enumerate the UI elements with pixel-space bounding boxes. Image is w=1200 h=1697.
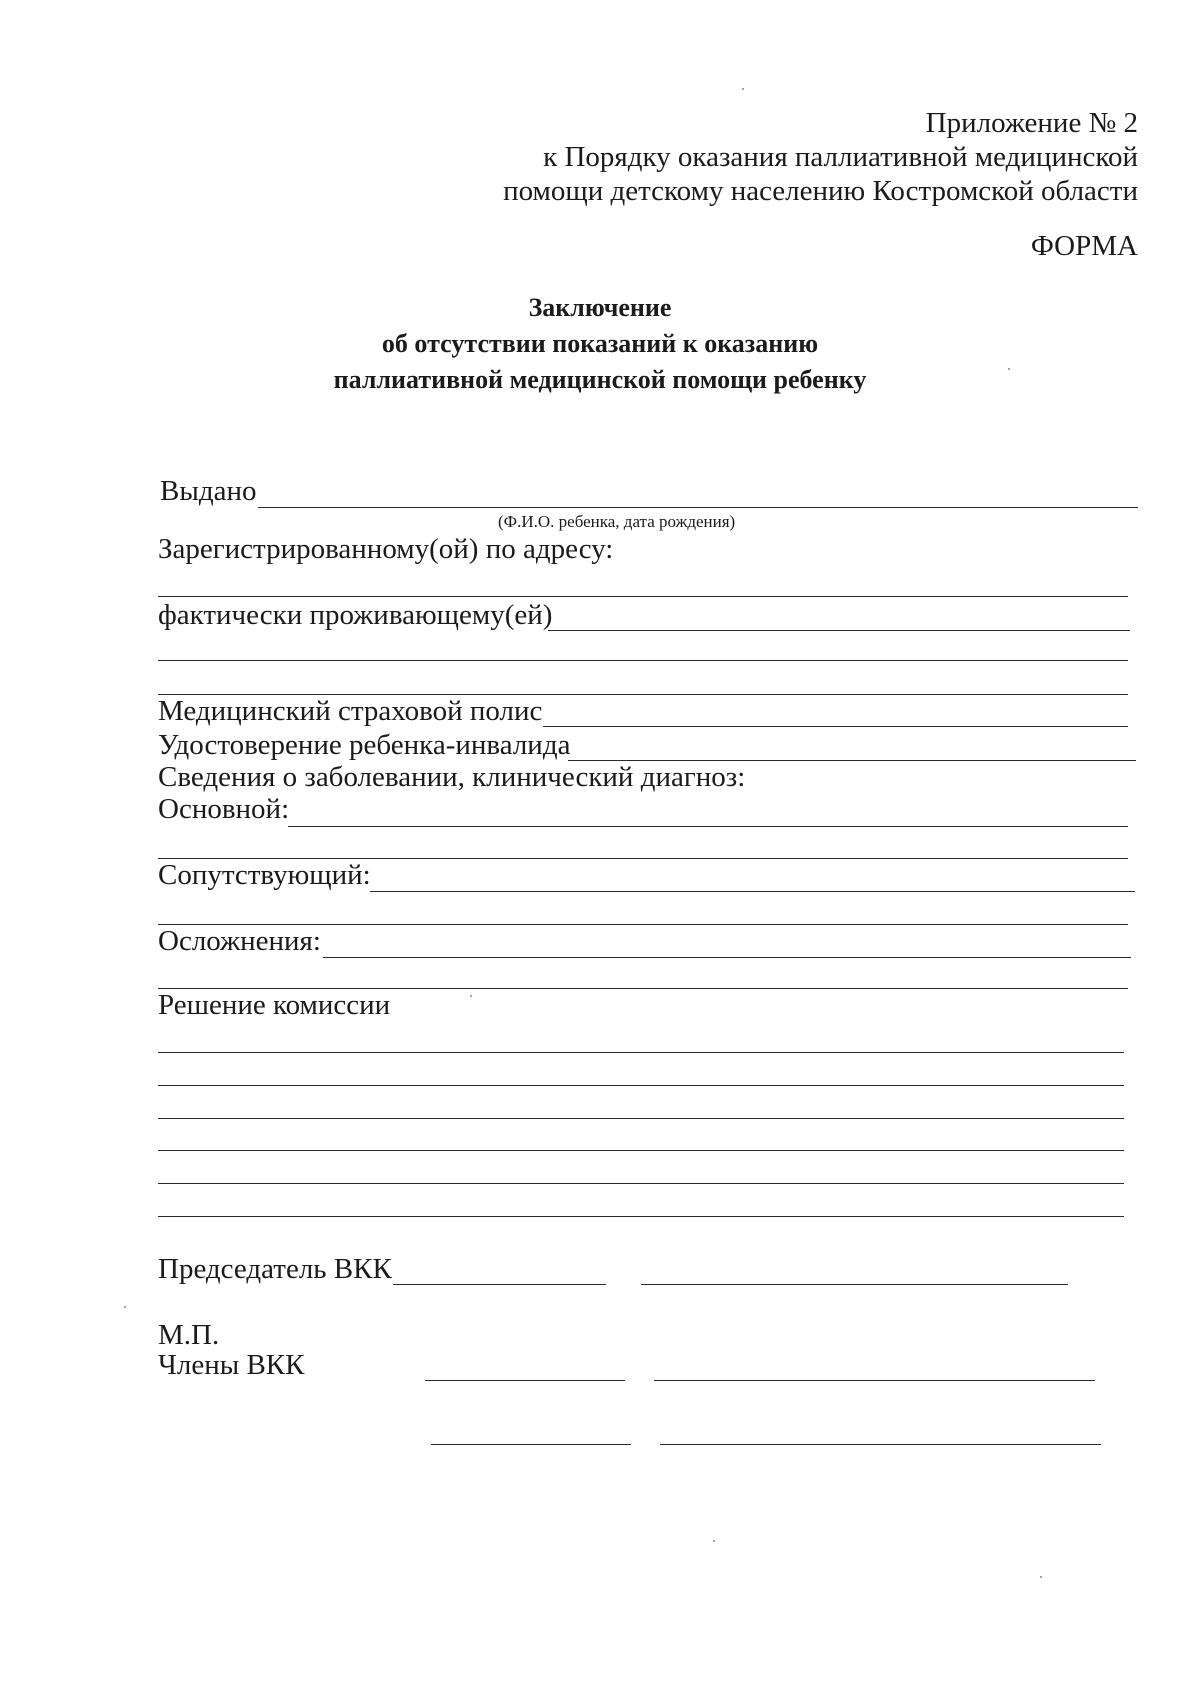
decision-line-6[interactable]	[158, 1216, 1124, 1217]
chairman-name-line[interactable]	[641, 1284, 1068, 1285]
scan-speck	[713, 1540, 715, 1542]
member2-name-line[interactable]	[660, 1444, 1101, 1445]
concomitant-label: Сопутствующий:	[158, 859, 371, 891]
scan-speck	[1008, 368, 1010, 370]
scan-speck	[1040, 1576, 1042, 1578]
appendix-reference-line1: к Порядку оказания паллиативной медицинской	[543, 141, 1138, 173]
concomitant-line-1[interactable]	[370, 891, 1135, 892]
policy-label: Медицинский страховой полис	[158, 695, 543, 727]
scan-speck	[124, 1306, 126, 1308]
appendix-number: Приложение № 2	[925, 107, 1138, 139]
chairman-signature-line[interactable]	[393, 1284, 606, 1285]
stamp-label: М.П.	[158, 1319, 220, 1351]
document-title: Заключение	[528, 293, 672, 322]
chairman-label: Председатель ВКК	[158, 1253, 392, 1285]
issued-hint: (Ф.И.О. ребенка, дата рождения)	[498, 512, 736, 531]
decision-line-4[interactable]	[158, 1150, 1124, 1151]
main-diagnosis-line-1[interactable]	[288, 826, 1128, 827]
scan-speck	[742, 88, 744, 90]
decision-line-5[interactable]	[158, 1183, 1124, 1184]
member2-signature-line[interactable]	[431, 1444, 631, 1445]
decision-line-3[interactable]	[158, 1118, 1124, 1119]
members-label: Члены ВКК	[158, 1349, 305, 1381]
form-label: ФОРМА	[1030, 230, 1138, 262]
member1-name-line[interactable]	[654, 1380, 1095, 1381]
appendix-reference-line2: помощи детскому населению Костромской области	[503, 175, 1138, 207]
complications-line-1[interactable]	[323, 957, 1131, 958]
disability-label: Удостоверение ребенка-инвалида	[158, 729, 571, 761]
decision-label: Решение комиссии	[158, 989, 391, 1021]
residing-line-2[interactable]	[158, 660, 1128, 661]
main-diagnosis-label: Основной:	[158, 793, 290, 825]
scan-speck	[470, 995, 472, 997]
registered-line[interactable]	[158, 596, 1128, 597]
issued-line[interactable]	[258, 507, 1138, 508]
complications-label: Осложнения:	[158, 925, 321, 957]
decision-line-1[interactable]	[158, 1052, 1124, 1053]
registered-label: Зарегистрированному(ой) по адресу:	[158, 533, 614, 565]
residing-line-1[interactable]	[548, 630, 1130, 631]
member1-signature-line[interactable]	[425, 1380, 625, 1381]
document-subtitle-1: об отсутствии показаний к оказанию	[381, 329, 819, 358]
issued-label: Выдано	[160, 475, 257, 507]
residing-label: фактически проживающему(ей)	[158, 599, 553, 631]
policy-line[interactable]	[543, 726, 1128, 727]
decision-line-2[interactable]	[158, 1085, 1124, 1086]
document-subtitle-2: паллиативной медицинской помощи ребенку	[333, 365, 867, 394]
disease-label: Сведения о заболевании, клинический диагноз:	[158, 761, 746, 793]
